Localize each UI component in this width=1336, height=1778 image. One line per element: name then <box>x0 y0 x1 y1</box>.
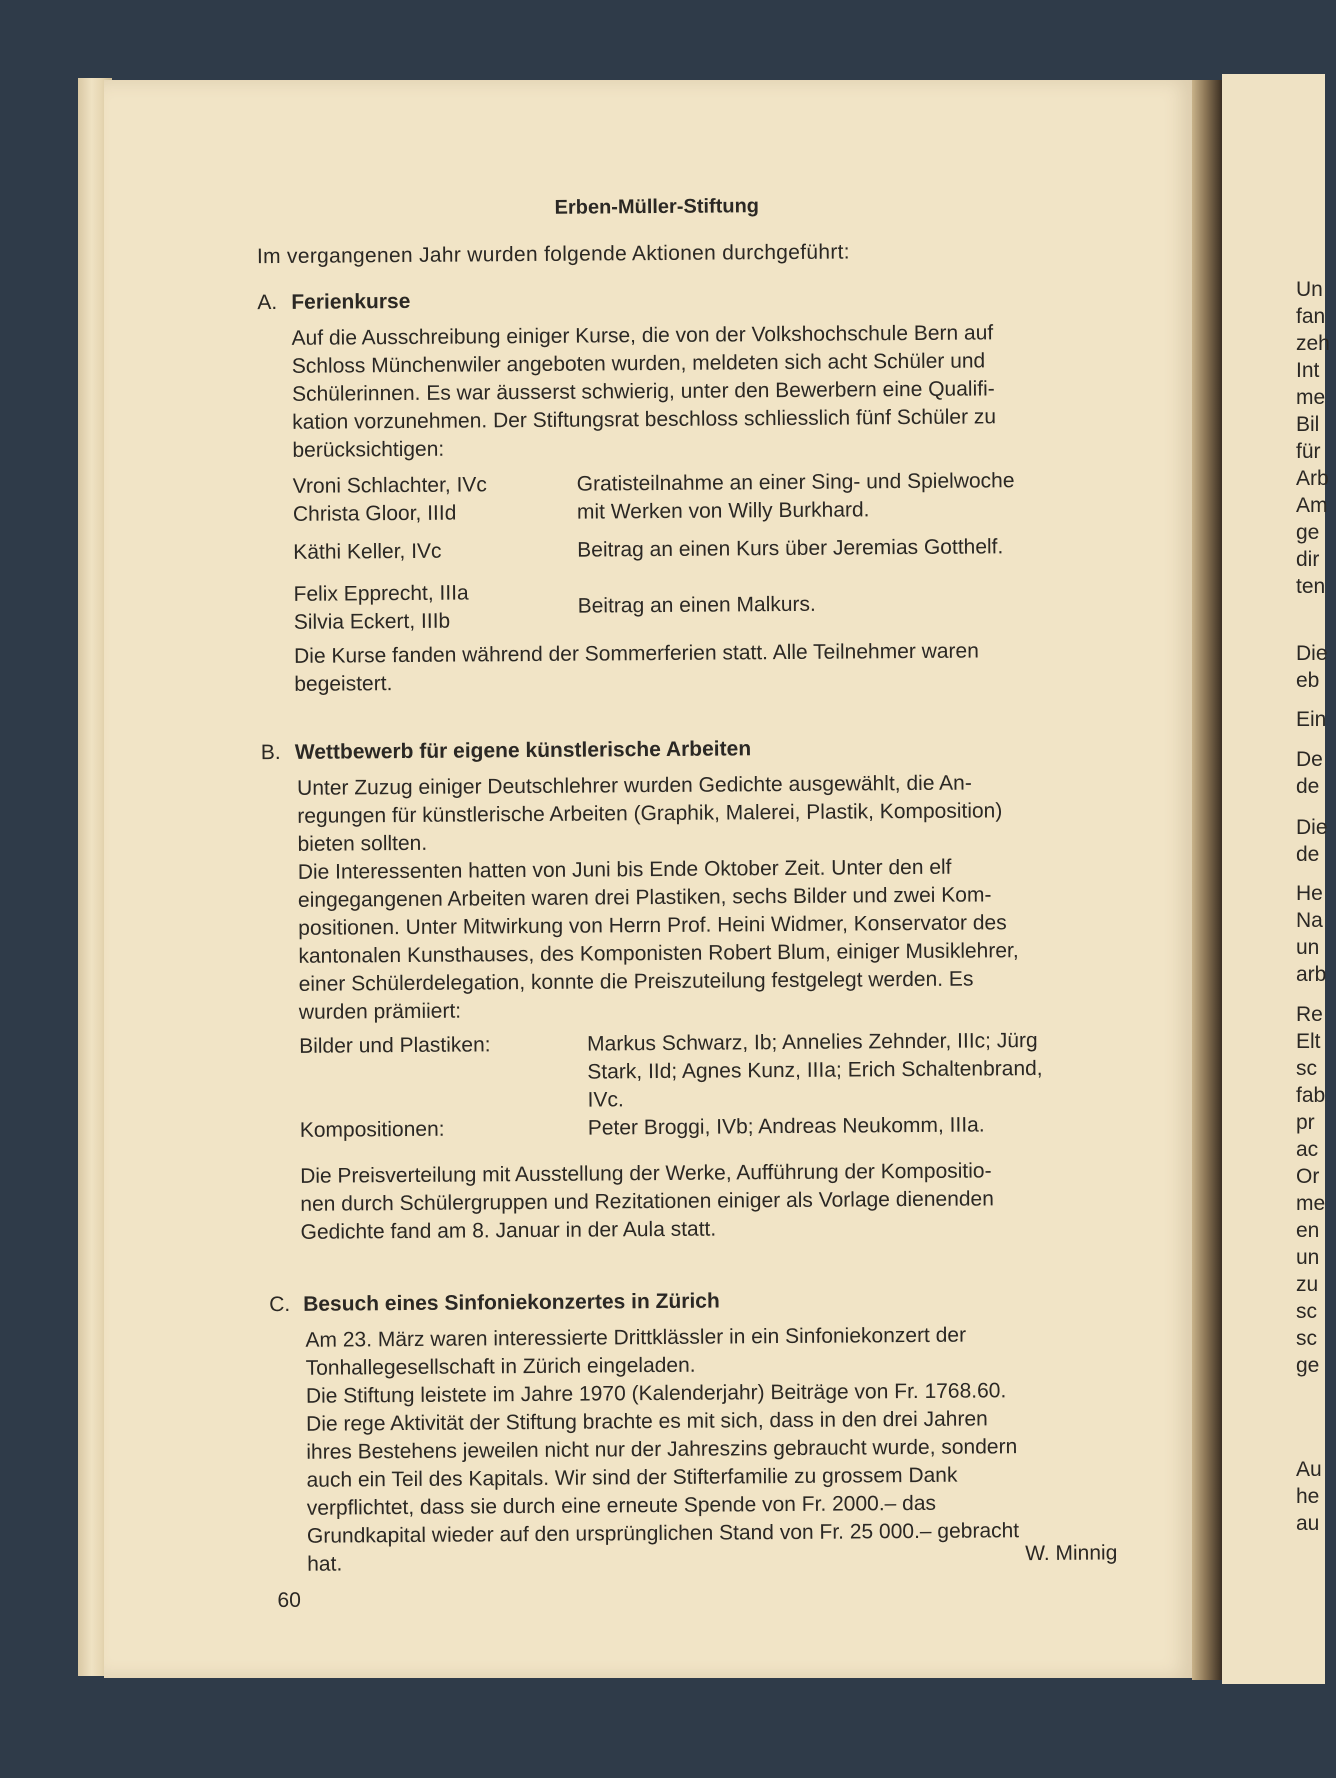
award-winners-pictures <box>587 1027 1043 1115</box>
section-b-body <box>297 768 1119 1026</box>
body-line: ihres Bestehens jeweilen nicht nur der Jahreszins gebraucht wurde, sondern <box>306 1435 1018 1464</box>
fragment: de <box>1296 843 1320 866</box>
fragment: eb <box>1296 669 1320 692</box>
body-line: eingegangenen Arbeiten waren drei Plastiken, sechs Bilder und zwei Kom- <box>297 883 992 912</box>
body-line: Unter Zuzug einiger Deutschlehrer wurden Gedichte ausgewählt, die An- <box>297 771 972 800</box>
fragment: pr <box>1296 1111 1315 1134</box>
fragment: Am <box>1296 494 1328 517</box>
body-line: Auf die Ausschreibung einiger Kurse, die von der Volkshochschule Bern auf <box>291 321 994 350</box>
fragment: Na <box>1296 909 1323 932</box>
body-line: berücksichtigen: <box>292 437 445 462</box>
section-a-title: Ferienkurse <box>291 289 411 314</box>
award-text: Gratisteilnahme an einer Sing- und Spielwoche <box>576 469 1015 496</box>
winner-line: Peter Broggi, IVb; Andreas Neukomm, IIIa. <box>587 1113 985 1140</box>
body-line: Tonhallegesellschaft in Zürich eingeladen. <box>305 1353 696 1380</box>
fragment: sc <box>1296 1327 1317 1350</box>
page-title: Erben-Müller-Stiftung <box>554 195 760 219</box>
fragment: ten <box>1296 575 1326 598</box>
participant-name: Silvia Eckert, IIIb <box>293 609 451 634</box>
section-c-title: Besuch eines Sinfoniekonzertes in Zürich <box>303 1289 720 1316</box>
body-line: wurden prämiiert: <box>298 999 462 1024</box>
fragment: Int <box>1296 359 1320 382</box>
body-line: Die Kurse fanden während der Sommerferien statt. Alle Teilnehmer waren <box>293 639 979 668</box>
body-line: regungen für künstlerische Arbeiten (Graphik, Malerei, Plastik, Komposition) <box>297 799 1003 828</box>
award-text: Beitrag an einen Malkurs. <box>577 592 816 618</box>
body-line: verpflichtet, dass sie durch eine erneute Spende von Fr. 2000.– das <box>306 1491 937 1520</box>
winner-line: Markus Schwarz, Ib; Annelies Zehnder, IIIc; Jürg <box>587 1029 1038 1056</box>
fragment: für <box>1296 440 1321 463</box>
intro-text: Im vergangenen Jahr wurden folgende Aktionen durchgeführt: <box>256 240 850 269</box>
fragment: He <box>1296 882 1323 905</box>
section-c-letter: C. <box>269 1292 291 1317</box>
body-line: Die Preisverteilung mit Ausstellung der Werke, Aufführung der Kompositio- <box>300 1159 992 1188</box>
body-line: Schülerinnen. Es war äusserst schwierig, unter den Bewerbern eine Qualifi- <box>291 377 995 406</box>
fragment: un <box>1296 1246 1320 1269</box>
fragment: me <box>1296 1192 1326 1215</box>
participant-name: Käthi Keller, IVc <box>293 539 442 564</box>
fragment: me <box>1296 386 1326 409</box>
body-line: Die rege Aktivität der Stiftung brachte es mit sich, dass in den drei Jahren <box>306 1407 988 1436</box>
section-b-closing <box>300 1156 1121 1246</box>
body-line: kation vorzunehmen. Der Stiftungsrat beschloss schliesslich fünf Schüler zu <box>292 405 997 434</box>
fragment: ac <box>1296 1138 1319 1161</box>
page-number: 60 <box>277 1588 301 1613</box>
body-line: Die Interessenten hatten von Juni bis Ende Oktober Zeit. Unter den elf <box>297 855 952 884</box>
fragment: un <box>1296 936 1320 959</box>
body-line: Grundkapital wieder auf den ursprünglichen Stand von Fr. 25 000.– gebracht <box>306 1519 1020 1548</box>
fragment: en <box>1296 1219 1320 1242</box>
section-c-heading <box>269 1290 720 1318</box>
fragment: Die <box>1296 816 1328 839</box>
section-a-closing <box>294 636 1114 698</box>
body-line: auch ein Teil des Kapitals. Wir sind der Stifterfamilie zu grossem Dank <box>306 1463 958 1492</box>
section-b-letter: B. <box>260 740 281 765</box>
fragment: Elt <box>1296 1030 1321 1053</box>
fragment: dir <box>1296 548 1320 571</box>
fragment: Ein <box>1296 708 1327 731</box>
body-line: Die Stiftung leistete im Jahre 1970 (Kalenderjahr) Beiträge von Fr. 1768.60. <box>305 1379 1007 1408</box>
award-label-pictures: Bilder und Plastiken: <box>299 1033 491 1058</box>
fragment: Re <box>1296 1003 1323 1026</box>
winner-line: IVc. <box>587 1088 624 1112</box>
fragment: au <box>1296 1512 1320 1535</box>
section-c-body <box>305 1320 1127 1578</box>
fragment: he <box>1296 1485 1320 1508</box>
body-line: Gedichte fand am 8. Januar in der Aula statt. <box>300 1217 717 1244</box>
section-a-body <box>291 318 1112 464</box>
body-line: Am 23. März waren interessierte Drittklässler in ein Sinfoniekonzert der <box>305 1323 967 1352</box>
fragment: ge <box>1296 521 1320 544</box>
participant-names-1 <box>293 471 488 529</box>
participant-names-2 <box>293 538 441 567</box>
body-line: kantonalen Kunsthauses, des Komponisten Robert Blum, einiger Musiklehrer, <box>298 939 1019 968</box>
body-line: Schloss Münchenwiler angeboten wurden, meldeten sich acht Schüler und <box>291 349 986 378</box>
section-b-heading <box>261 737 751 765</box>
fragment: ge <box>1296 1354 1320 1377</box>
body-line: positionen. Unter Mitwirkung von Herrn Prof. Heini Widmer, Konservator des <box>298 911 1007 940</box>
fragment: de <box>1296 775 1320 798</box>
fragment: Un <box>1296 278 1323 301</box>
body-line: begeistert. <box>294 672 393 696</box>
section-b-title: Wettbewerb für eigene künstlerische Arbeiten <box>294 737 752 764</box>
award-winners-compositions <box>588 1111 985 1142</box>
fragment: Die <box>1296 642 1328 665</box>
fragment: fab <box>1296 1084 1326 1107</box>
participant-name: Christa Gloor, IIId <box>292 501 457 526</box>
participant-names-3 <box>293 579 469 636</box>
fragment: zeh <box>1296 332 1330 355</box>
participant-name: Vroni Schlachter, IVc <box>292 473 487 498</box>
award-text: Beitrag an einen Kurs über Jeremias Gotthelf. <box>577 535 1004 562</box>
fragment: zu <box>1296 1273 1319 1296</box>
body-line: nen durch Schülergruppen und Rezitationen einiger als Vorlage dienenden <box>300 1187 994 1216</box>
fragment: sc <box>1296 1057 1317 1080</box>
participant-name: Felix Epprecht, IIIa <box>293 581 469 606</box>
fragment: Au <box>1296 1458 1322 1481</box>
body-line: bieten sollten. <box>297 831 428 856</box>
fragment: sc <box>1296 1300 1317 1323</box>
participant-award-2 <box>577 533 1003 564</box>
section-a-letter: A. <box>257 290 278 315</box>
fragment: arb <box>1296 963 1327 986</box>
body-line: hat. <box>307 1552 343 1576</box>
participant-award-3 <box>578 591 816 621</box>
fragment: Arb <box>1296 467 1329 490</box>
winner-line: Stark, IId; Agnes Kunz, IIIa; Erich Schaltenbrand, <box>587 1057 1043 1084</box>
award-label-compositions: Kompositionen: <box>299 1117 445 1142</box>
award-text: mit Werken von Willy Burkhard. <box>576 498 870 524</box>
fragment: De <box>1296 748 1323 771</box>
body-line: einer Schülerdelegation, konnte die Preiszuteilung festgelegt werden. Es <box>298 967 974 996</box>
fragment: fan <box>1296 305 1326 328</box>
fragment: Or <box>1296 1165 1320 1188</box>
participant-award-1 <box>577 467 1015 526</box>
section-a-heading <box>257 290 410 315</box>
fragment: Bil <box>1296 413 1320 436</box>
signature: W. Minnig <box>1025 1541 1118 1566</box>
